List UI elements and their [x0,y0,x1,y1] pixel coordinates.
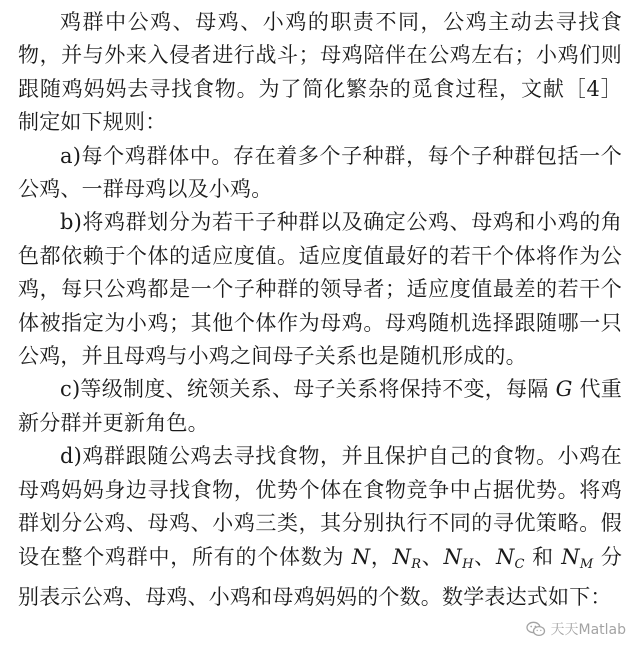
separator-comma: ， [370,544,393,569]
watermark [526,619,626,639]
var-n-r: $N_R$ [392,544,422,572]
wechat-icon [526,621,546,637]
var-g: G [555,377,573,402]
rule-d-text-1: d)鸡群跟随公鸡去寻找食物，并且保护自己的食物。小鸡在母鸡妈妈身边寻找食物，优势个体在食物竞争中占据优势。将鸡群划分公鸡、母鸡、小鸡三类，其分别执行不同的寻优策略。假设在整个鸡群中，所有的个体数为 [18,444,622,569]
rule-d-and: 和 [524,544,554,569]
watermark-label: 天天Matlab [550,622,626,638]
var-n-c: $N_C$ [495,544,525,572]
separator-enum-2: 、 [473,544,496,569]
paragraph-intro: 鸡群中公鸡、母鸡、小鸡的职责不同，公鸡主动去寻找食物，并与外来入侵者进行战斗；母鸡陪伴在公鸡左右；小鸡们则跟随鸡妈妈去寻找食物。为了简化繁杂的觅食过程，文献［4］制定如下规则： [18,10,622,135]
var-n: N [351,544,371,569]
paragraph-rule-d [18,440,622,614]
paragraph-rule-a: a)每个鸡群体中。存在着多个子种群，每个子种群包括一个公鸡、一群母鸡以及小鸡。 [18,143,622,202]
rule-c-text-after: 代重新分群并更新角色。 [18,377,622,435]
separator-enum-1: 、 [421,544,444,569]
var-n-m: $N_M$ [561,544,594,572]
paragraph-rule-b: b)将鸡群划分为若干子种群以及确定公鸡、母鸡和小鸡的角色都依赖于个体的适应度值。适应度值最好的若干个体将作为公鸡，每只公鸡都是一个子种群的领导者；适应度值最差的若干个体被指定为小鸡；其他个体作为母鸡。母鸡随机选择跟随哪一只公鸡，并且母鸡与小鸡之间母子关系也是随机形成的。 [18,210,622,369]
paragraph-rule-c [18,373,622,440]
rule-d-text-2: 分别表示公鸡、母鸡、小鸡和母鸡妈妈的个数。数学表达式如下： [18,544,623,609]
rule-c-text-before: c)等级制度、统领关系、母子关系将保持不变，每隔 [60,377,556,402]
var-n-h: $N_H$ [443,544,474,572]
